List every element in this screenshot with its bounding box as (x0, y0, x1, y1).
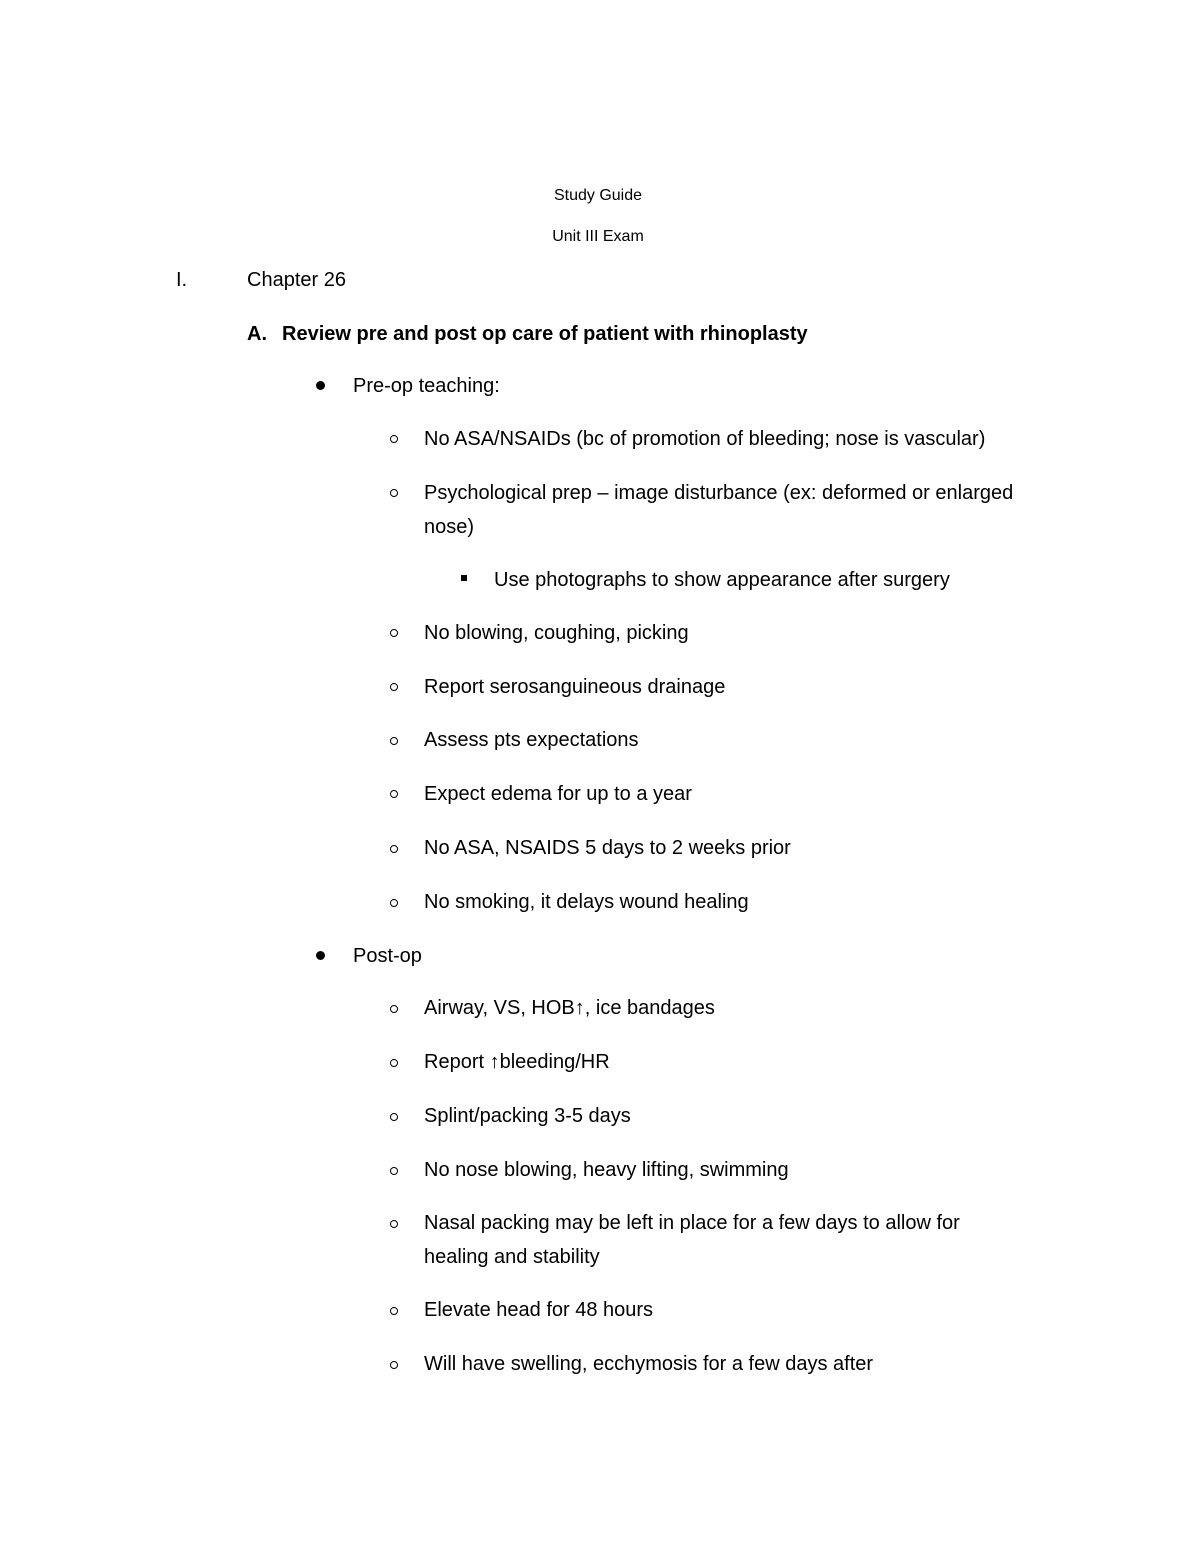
bullet-circle-icon (390, 790, 398, 798)
subsection-letter: A. (247, 323, 267, 345)
bullet-circle-icon (390, 1361, 398, 1369)
preop-label: Pre-op teaching: (353, 375, 500, 397)
list-item: Report serosanguineous drainage (424, 676, 726, 698)
bullet-circle-icon (390, 1167, 398, 1175)
list-item: Expect edema for up to a year (424, 783, 692, 805)
bullet-disc-icon (316, 381, 325, 390)
postop-label: Post-op (353, 945, 422, 967)
bullet-circle-icon (390, 489, 398, 497)
bullet-circle-icon (390, 683, 398, 691)
bullet-circle-icon (390, 1307, 398, 1315)
list-item: Splint/packing 3-5 days (424, 1105, 631, 1127)
bullet-circle-icon (390, 1059, 398, 1067)
bullet-circle-icon (390, 845, 398, 853)
list-item: Assess pts expectations (424, 729, 639, 751)
bullet-circle-icon (390, 1220, 398, 1228)
bullet-circle-icon (390, 1113, 398, 1121)
list-item-continuation: nose) (424, 516, 475, 538)
list-item: Nasal packing may be left in place for a few days to allow for (424, 1212, 960, 1234)
bullet-circle-icon (390, 899, 398, 907)
subsection-title: Review pre and post op care of patient with rhinoplasty (282, 323, 808, 345)
bullet-circle-icon (390, 629, 398, 637)
document-subtitle: Unit III Exam (552, 228, 644, 245)
list-item: Airway, VS, HOB↑, ice bandages (424, 997, 715, 1019)
list-item: Psychological prep – image disturbance (ex: deformed or enlarged (424, 482, 1014, 504)
list-item: No smoking, it delays wound healing (424, 891, 749, 913)
list-item: No nose blowing, heavy lifting, swimming (424, 1159, 789, 1181)
bullet-circle-icon (390, 737, 398, 745)
section-title: Chapter 26 (247, 269, 346, 291)
bullet-square-icon (461, 575, 467, 581)
list-item: No ASA, NSAIDS 5 days to 2 weeks prior (424, 837, 791, 859)
section-numeral: I. (176, 269, 188, 291)
list-item: Elevate head for 48 hours (424, 1299, 654, 1321)
bullet-disc-icon (316, 951, 325, 960)
list-item: Report ↑bleeding/HR (424, 1051, 610, 1073)
document-title: Study Guide (553, 187, 643, 204)
list-item: Use photographs to show appearance after surgery (494, 569, 950, 591)
bullet-circle-icon (390, 1005, 398, 1013)
list-item: No ASA/NSAIDs (bc of promotion of bleeding; nose is vascular) (424, 428, 986, 450)
list-item-continuation: healing and stability (424, 1246, 600, 1268)
list-item: No blowing, coughing, picking (424, 622, 689, 644)
bullet-circle-icon (390, 435, 398, 443)
list-item: Will have swelling, ecchymosis for a few days after (424, 1353, 874, 1375)
